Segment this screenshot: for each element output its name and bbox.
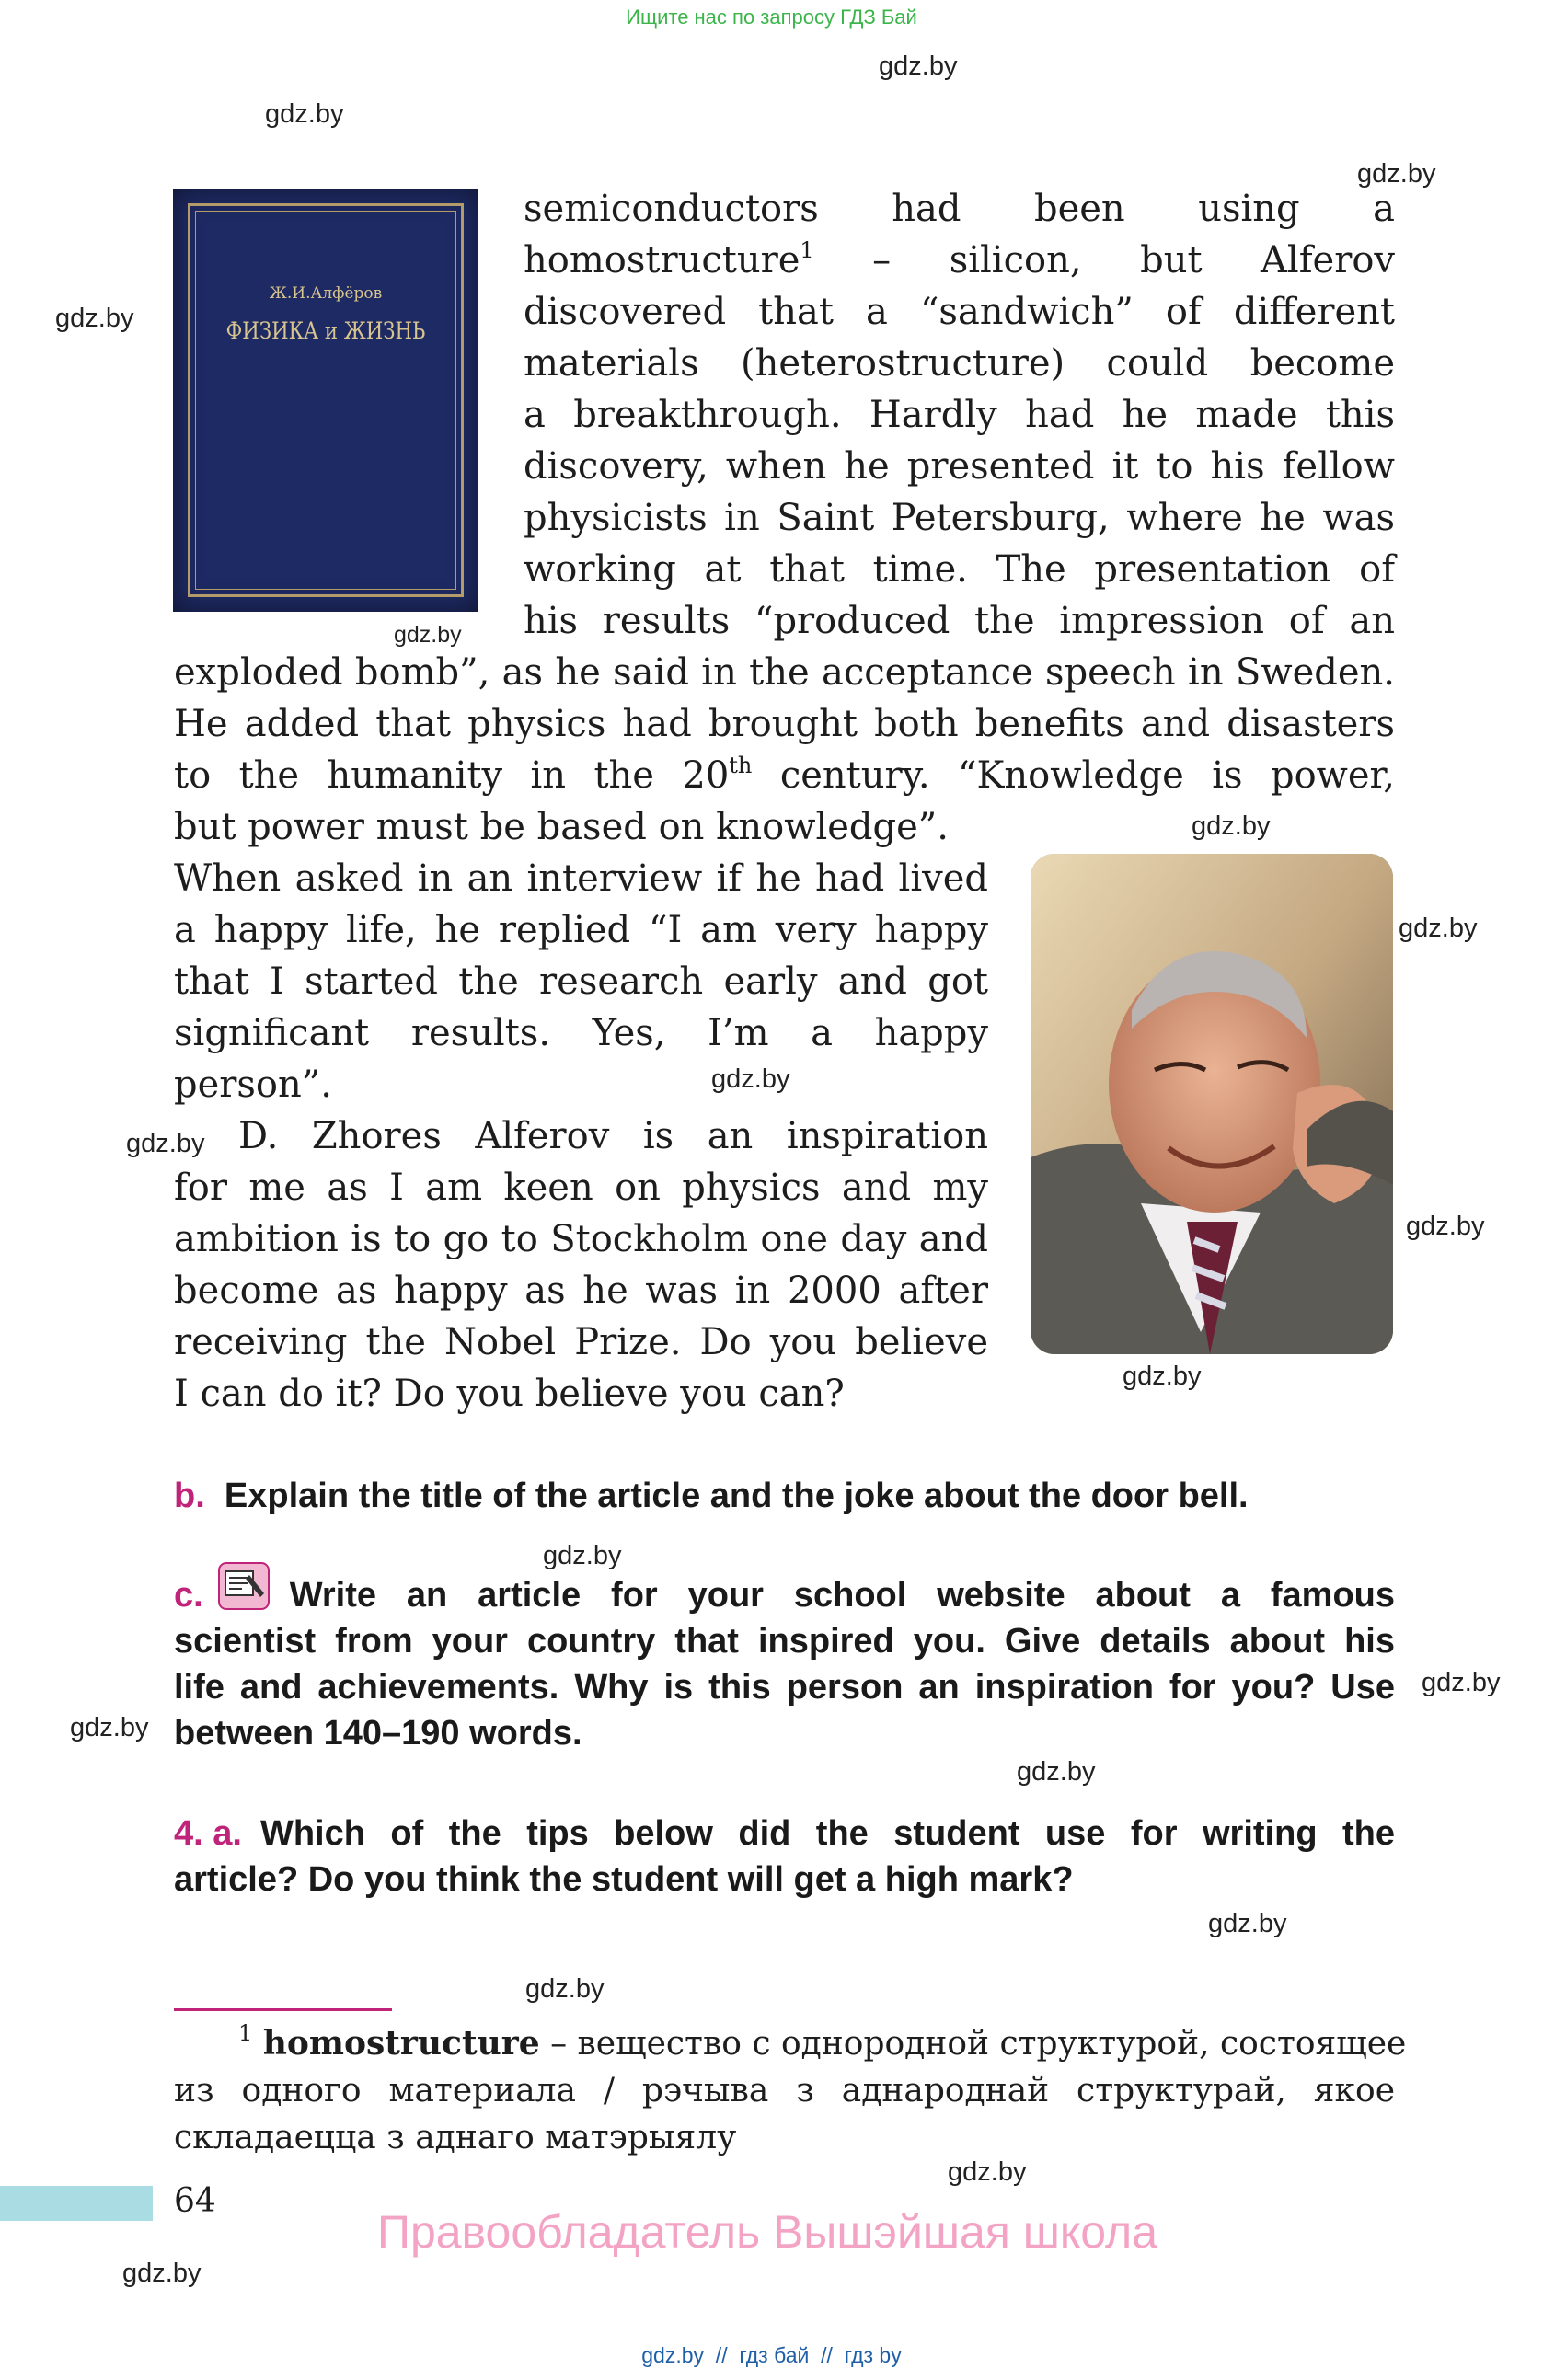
text-line: physicists in Saint Petersburg, where he was: [524, 497, 1395, 539]
text-line: article? Do you think the student will get a high mark?: [174, 1860, 1074, 1899]
footnote: [174, 2020, 1407, 2161]
watermark: gdz.by: [1017, 1757, 1096, 1787]
writing-icon: [218, 1562, 270, 1610]
text-line: receiving the Nobel Prize. Do you believe: [174, 1321, 988, 1363]
task-c: [174, 1572, 1395, 1756]
task-label: b.: [174, 1477, 205, 1515]
watermark: gdz.by: [1406, 1212, 1485, 1241]
article-paragraph-1-bottom: [174, 801, 988, 1110]
text-line: [524, 235, 1395, 286]
footnote-number: 1: [238, 2020, 253, 2046]
watermark: gdz.by: [265, 99, 344, 129]
text-line: between 140–190 words.: [174, 1714, 582, 1753]
watermark: gdz.by: [948, 2157, 1027, 2187]
text-line: life and achievements. Why is this person an inspiration for you? Use: [174, 1668, 1395, 1707]
book-cover: [173, 189, 478, 612]
text-line: When asked in an interview if he had lived: [174, 857, 988, 900]
task-b: [174, 1473, 1407, 1519]
watermark: gdz.by: [1123, 1362, 1202, 1391]
top-banner[interactable]: Ищите нас по запросу ГДЗ Бай: [626, 6, 917, 29]
text-line: materials (heterostructure) could become: [524, 342, 1395, 385]
article-paragraph-1-top: [524, 183, 1395, 647]
text-line: discovered that a “sandwich” of different: [524, 291, 1395, 333]
text-line: that I started the research early and got: [174, 960, 988, 1003]
text-line: his results “produced the impression of an: [524, 600, 1395, 642]
text-line: a happy life, he replied “I am very happy: [174, 909, 988, 951]
watermark: gdz.by: [70, 1713, 149, 1742]
text-line: [174, 1572, 1395, 1618]
task-label: c.: [174, 1576, 203, 1615]
footnote-term: homostructure: [262, 2024, 540, 2063]
task-text: Which of the tips below did the student use for writing the: [259, 1814, 1395, 1853]
task-4a: [174, 1811, 1395, 1903]
watermark: gdz.by: [394, 622, 462, 648]
text-line: I can do it? Do you believe you can?: [174, 1373, 845, 1415]
watermark: gdz.by: [1192, 811, 1271, 841]
text-line: a breakthrough. Hardly had he made this: [524, 394, 1395, 436]
watermark: gdz.by: [122, 2259, 202, 2288]
page-number: 64: [174, 2182, 216, 2220]
article-paragraph-2: [174, 1110, 988, 1420]
watermark: gdz.by: [55, 304, 134, 333]
text-line: person”.: [174, 1064, 332, 1106]
text-line: exploded bomb”, as he said in the acceptance speech in Sweden.: [174, 651, 1395, 694]
text-line: significant results. Yes, I’m a happy: [174, 1012, 988, 1054]
text-line: [174, 1811, 1395, 1857]
superscript: th: [729, 752, 753, 778]
watermark: gdz.by: [1422, 1668, 1501, 1697]
watermark: gdz.by: [1399, 914, 1478, 943]
text-line: scientist from your country that inspired you. Give details about his: [174, 1622, 1395, 1661]
text-line: He added that physics had brought both benefits and disasters: [174, 703, 1395, 745]
text-line: складаецца з аднаго матэрыялу: [174, 2119, 737, 2156]
watermark: gdz.by: [126, 1129, 205, 1158]
watermark: gdz.by: [1357, 159, 1436, 189]
footnote-ref[interactable]: 1: [800, 236, 814, 263]
task-text: Write an article for your school website about a famous: [289, 1576, 1395, 1615]
watermark: gdz.by: [879, 52, 958, 81]
text-fragment: to the humanity in the 20: [174, 754, 730, 797]
task-label: 4. a.: [174, 1814, 242, 1853]
text-line: [174, 750, 1395, 801]
footnote-text: – вещество с однородной структурой, состоящее: [539, 2025, 1407, 2063]
text-line: semiconductors had been using a: [524, 188, 1395, 230]
watermark: gdz.by: [543, 1541, 622, 1570]
watermark: gdz.by: [1208, 1909, 1287, 1938]
text-fragment: – silicon, but Alferov: [813, 239, 1395, 282]
text-line: D. Zhores Alferov is an inspiration: [238, 1115, 988, 1157]
footnote-rule: [174, 2008, 392, 2011]
cover-border-inner: [195, 211, 456, 590]
watermark: gdz.by: [525, 1974, 605, 2004]
text-line: [174, 2020, 1407, 2067]
text-line: ambition is to go to Stockholm one day and: [174, 1218, 988, 1260]
text-line: [174, 1473, 1407, 1519]
text-line: for me as I am keen on physics and my: [174, 1167, 988, 1209]
text-line: из одного материала / рэчыва з аднароднай структурай, якое: [174, 2072, 1395, 2110]
page-bar: [0, 2186, 153, 2221]
article-paragraph-1-wide: [174, 647, 1395, 801]
watermark: gdz.by: [711, 1064, 790, 1094]
term-homostructure: homostructure: [524, 239, 800, 282]
text-line: but power must be based on knowledge”.: [174, 806, 949, 848]
text-line: discovery, when he presented it to his fellow: [524, 445, 1395, 488]
bottom-links[interactable]: gdz.by // гдз бай // гдз by: [641, 2343, 902, 2367]
cover-author: Ж.И.Алфёров: [269, 284, 383, 303]
text-fragment: century. “Knowledge is power,: [752, 754, 1395, 797]
portrait-illustration: [1031, 854, 1393, 1354]
task-text: Explain the title of the article and the joke about the door bell.: [224, 1477, 1249, 1515]
text-line: working at that time. The presentation of: [524, 548, 1395, 591]
text-line: become as happy as he was in 2000 after: [174, 1270, 988, 1312]
portrait-photo: [1031, 854, 1393, 1354]
cover-title: ФИЗИКА и ЖИЗНЬ: [225, 317, 426, 344]
copyright: Правообладатель Вышэйшая школа: [377, 2206, 1157, 2258]
